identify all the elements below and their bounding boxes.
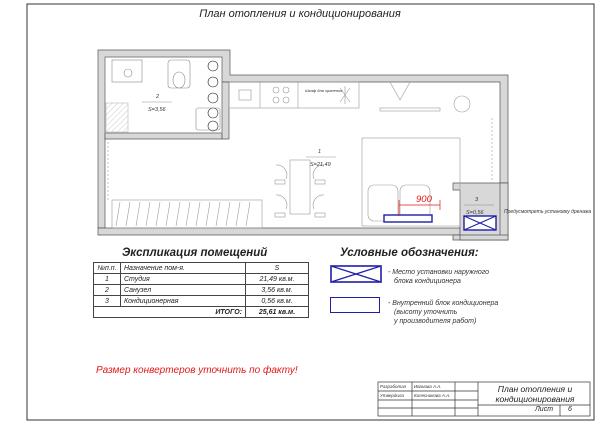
col-area: S	[246, 263, 309, 274]
kitchen	[229, 82, 470, 112]
total-value: 25,61 кв.м.	[246, 307, 309, 318]
approver-label: Утвердила	[380, 393, 404, 398]
legend-title: Условные обозначения:	[340, 247, 479, 259]
room-2-area: S=3,56	[148, 107, 166, 113]
outdoor-ac-unit	[464, 216, 496, 230]
legend-outdoor-text	[388, 268, 489, 286]
room-3-area: S=0,56	[466, 210, 484, 216]
table-header-row	[94, 263, 309, 274]
sheet-title: План отопления и кондиционирования	[199, 8, 401, 20]
room-1-area: S=21,49	[310, 162, 331, 168]
indoor-unit-symbol	[330, 297, 380, 313]
row-number: 3	[94, 296, 121, 307]
row-name: Кондиционерная	[121, 296, 246, 307]
legend-indoor-text	[388, 299, 498, 326]
row-area: 21,49 кв.м.	[246, 274, 309, 285]
walls	[98, 50, 508, 240]
developer-name: Иванова А.А.	[414, 384, 442, 389]
converter-note: Размер конвертеров уточнить по факту!	[96, 365, 298, 376]
col-purpose: Назначение пом-я.	[121, 263, 246, 274]
wardrobe	[112, 200, 262, 228]
room-2-number: 2	[156, 94, 160, 100]
row-name: Санузел	[121, 285, 246, 296]
explication-title: Экспликация помещений	[122, 247, 268, 259]
developer-label: Разработал	[380, 384, 407, 389]
approver-name: Колесникова А.А.	[414, 393, 451, 398]
room-3-number: 3	[475, 197, 479, 203]
legend-outdoor-line2: блока кондиционера	[394, 278, 461, 285]
dining-set	[275, 160, 325, 217]
total-label: ИТОГО:	[94, 307, 246, 318]
outdoor-note-line: Предусмотреть установку дренажа	[504, 209, 592, 215]
table-row	[94, 296, 309, 307]
row-name: Студия	[121, 274, 246, 285]
legend-indoor-line3: у производителя работ)	[394, 318, 477, 325]
title-block-title	[480, 384, 590, 404]
row-area: 3,56 кв.м.	[246, 285, 309, 296]
indoor-ac-unit	[384, 215, 432, 222]
row-number: 2	[94, 285, 121, 296]
sheet-label: Лист	[535, 406, 554, 413]
shelf-note: Шкаф для хранения	[305, 88, 343, 93]
bed	[362, 138, 460, 226]
explication-table	[93, 262, 309, 318]
col-number: №п.п.	[94, 263, 121, 274]
legend-outdoor-line1: - Место установки наружного	[388, 269, 490, 276]
table-row	[94, 285, 309, 296]
legend-indoor-line1: - Внутренний блок кондиционера	[388, 300, 499, 307]
sheet-number: 6	[568, 406, 572, 413]
row-area: 0,56 кв.м.	[246, 296, 309, 307]
table-row	[94, 274, 309, 285]
shower-tray	[106, 103, 128, 132]
legend-indoor-line2: (высоту уточнить	[394, 309, 458, 316]
title-line2: кондиционирования	[495, 394, 575, 404]
outdoor-unit-symbol	[330, 265, 382, 283]
dimension-label: 900	[416, 194, 432, 205]
total-row	[94, 307, 309, 318]
row-number: 1	[94, 274, 121, 285]
title-line1: План отопления и	[497, 384, 573, 394]
room-1-number: 1	[318, 149, 322, 155]
